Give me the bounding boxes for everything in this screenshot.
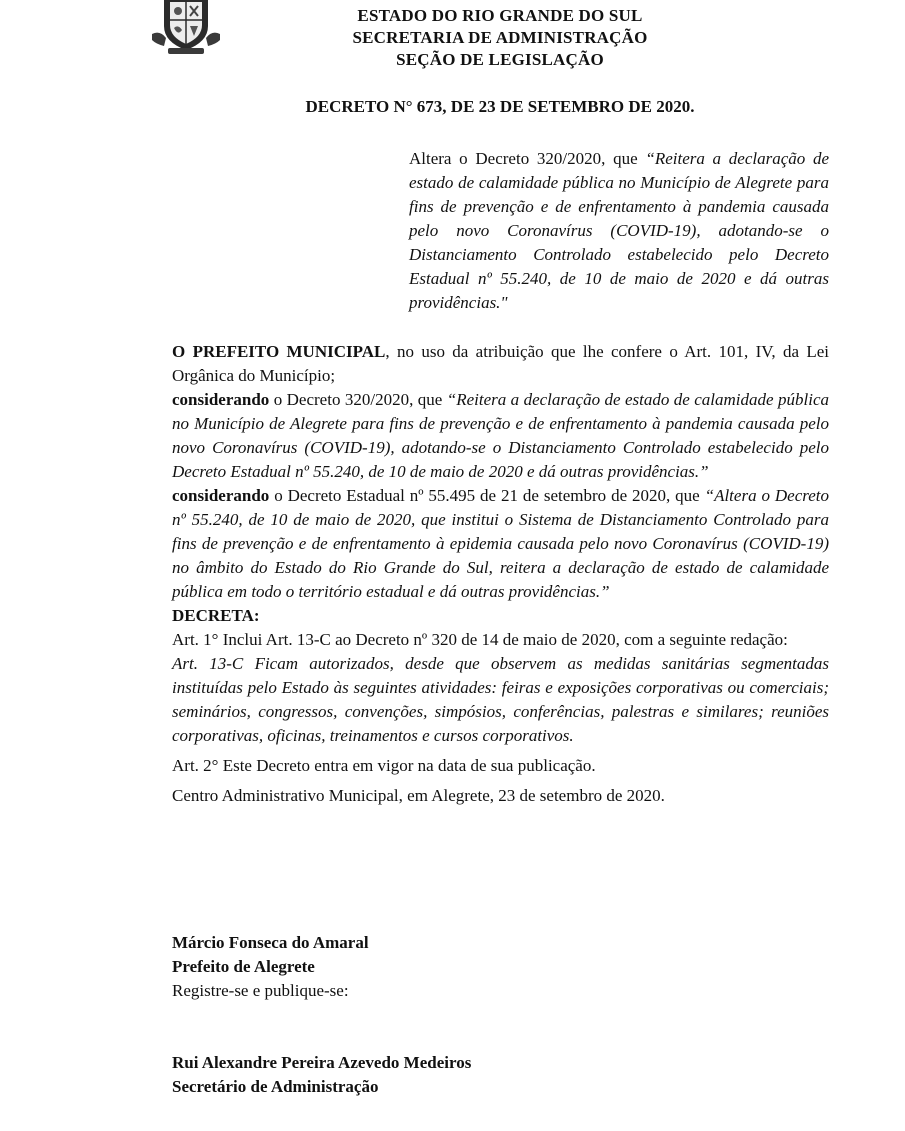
article-13c: Art. 13-C Ficam autorizados, desde que observem as medidas sanitárias segmentadas instituídas pelo Estado às seguintes atividades: feiras e exposições corporativas ou comerciais; seminários, congressos, convenções, simpósios, conferências, palestras e similares; reuniões corporativas, oficinas, treinamentos e cursos corporativos. [172,654,829,745]
considering-1-text: o Decreto 320/2020, que [269,390,447,409]
considering-2-text: o Decreto Estadual nº 55.495 de 21 de setembro de 2020, que [269,486,705,505]
decree-title: DECRETO N° 673, DE 23 DE SETEMBRO DE 2020. [305,97,695,116]
secretary-name: Rui Alexandre Pereira Azevedo Medeiros [172,1053,472,1072]
register-publish: Registre-se e publique-se: [172,981,349,1000]
considering-2-quote: “Altera o Decreto nº 55.240, de 10 de maio de 2020, que institui o Sistema de Distanciamento Controlado para fins de prevenção e de enfrentamento à epidemia causada pelo novo Coronavírus (COVID-19) no âmbito do Estado do Rio Grande do Sul, reitera a declaração de estado de calamidade pública em todo o território estadual e dá outras providências.” [172,486,829,601]
summary-lead: Altera o Decreto 320/2020, que [409,149,646,168]
decreta-heading: DECRETA: [172,606,260,625]
article-1: Art. 1° Inclui Art. 13-C ao Decreto nº 320 de 14 de maio de 2020, com a seguinte redação: [172,630,788,649]
mayor-text: , no uso da atribuição que lhe confere o Art. 101, IV, da Lei Orgânica do Município; [172,342,829,385]
considering-2-label: considerando [172,486,270,505]
secretary-role: Secretário de Administração [172,1077,379,1096]
mayor-role: Prefeito de Alegrete [172,957,315,976]
considering-1 [172,388,829,484]
municipal-coat-of-arms-icon [150,0,222,56]
header-section: SEÇÃO DE LEGISLAÇÃO [396,50,604,69]
considering-1-label: considerando [172,390,270,409]
closing-place-date: Centro Administrativo Municipal, em Alegrete, 23 de setembro de 2020. [172,786,665,805]
mayor-label: O PREFEITO MUNICIPAL [172,342,386,361]
considering-2 [172,484,829,604]
preamble-mayor [172,340,829,388]
header-secretariat: SECRETARIA DE ADMINISTRAÇÃO [352,28,648,47]
decree-summary [409,147,829,315]
decree-body [172,340,829,808]
article-2: Art. 2° Este Decreto entra em vigor na data de sua publicação. [172,756,596,775]
considering-1-quote: “Reitera a declaração de estado de calamidade pública no Município de Alegrete para fins de prevenção e de enfrentamento à pandemia causada pelo novo Coronavírus (COVID-19), adotando-se o Distanciamento Controlado estabelecido pelo Decreto Estadual nº 55.240, de 10 de maio de 2020 e dá outras providências.” [172,390,829,481]
header-state: ESTADO DO RIO GRANDE DO SUL [357,6,643,25]
mayor-name: Márcio Fonseca do Amaral [172,933,369,952]
summary-quote: “Reitera a declaração de estado de calamidade pública no Município de Alegrete para fins de prevenção e de enfrentamento à pandemia causada pelo novo Coronavírus (COVID-19), adotando-se o Distanciamento Controlado estabelecido pelo Decreto Estadual nº 55.240, de 10 de maio de 2020 e dá outras providências." [409,149,830,312]
